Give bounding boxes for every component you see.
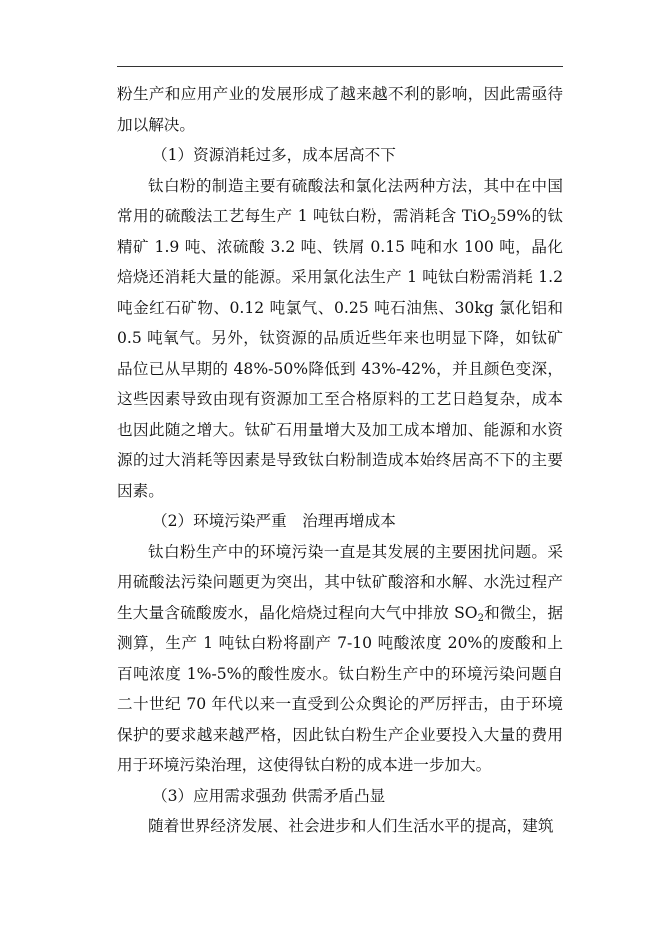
paragraph-text: 钛白粉生产中的环境污染一直是其发展的主要困扰问题。采用硫酸法污染问题更为突出，其中钛矿酸溶和水解、水洗过程产生大量含硫酸废水，晶化焙烧过程向大气中排放 SO (117, 542, 563, 622)
subscript: 2 (477, 612, 484, 624)
paragraph-resource-consumption (117, 171, 563, 507)
subscript: 2 (490, 216, 497, 227)
paragraph-text: 和微尘，据测算，生产 1 吨钛白粉将副产 7-10 吨酸浓度 20%的废酸和上百吨浓度 1%-5%的酸性废水。钛白粉生产中的环境污染问题自二十世纪 70 年代以来一直受到公众舆论的严厉抨击，由于环境保护的要求越来越严格，因此钛白粉生产企业要投入大量的费用用于环境污染治理，这使得钛白粉的成本进一步加大。 (117, 603, 563, 774)
document-body (117, 79, 563, 842)
section-heading-2: （2）环境污染严重 治理再增成本 (152, 512, 396, 530)
paragraph-text: 钛白粉的制造主要有硫酸法和氯化法两种方法，其中在中国常用的硫酸法工艺每生产 1 吨钛白粉，需消耗含 TiO (117, 176, 563, 225)
paragraph-application-demand: 随着世界经济发展、社会进步和人们生活水平的提高，建筑 (148, 817, 554, 835)
paragraph-environmental-pollution (117, 537, 563, 781)
section-heading-3: （3）应用需求强劲 供需矛盾凸显 (152, 786, 386, 805)
paragraph-continued: 粉生产和应用产业的发展形成了越来越不利的影响，因此需亟待加以解决。 (117, 85, 563, 134)
header-rule (117, 66, 563, 67)
section-heading-1: （1）资源消耗过多，成本居高不下 (152, 146, 396, 164)
paragraph-text: 59%的钛精矿 1.9 吨、浓硫酸 3.2 吨、铁屑 0.15 吨和水 100 吨，晶化焙烧还消耗大量的能源。采用氯化法生产 1 吨钛白粉需消耗 1.2 吨金红石矿物、0.12 吨氯气、0.25 吨石油焦、30kg 氯化铝和 0.5 吨氧气。另外，钛资源的品质近些年来也明显下降，如钛矿品位已从早期的 48%-50%降低到 43%-42%，并且颜色变深，这些因素导致由现有资源加工至合格原料的工艺日趋复杂，成本也因此随之增大。钛矿石用量增大及加工成本增加、能源和水资源的过大消耗等因素是导致钛白粉制造成本始终居高不下的主要因素。 (117, 207, 563, 500)
